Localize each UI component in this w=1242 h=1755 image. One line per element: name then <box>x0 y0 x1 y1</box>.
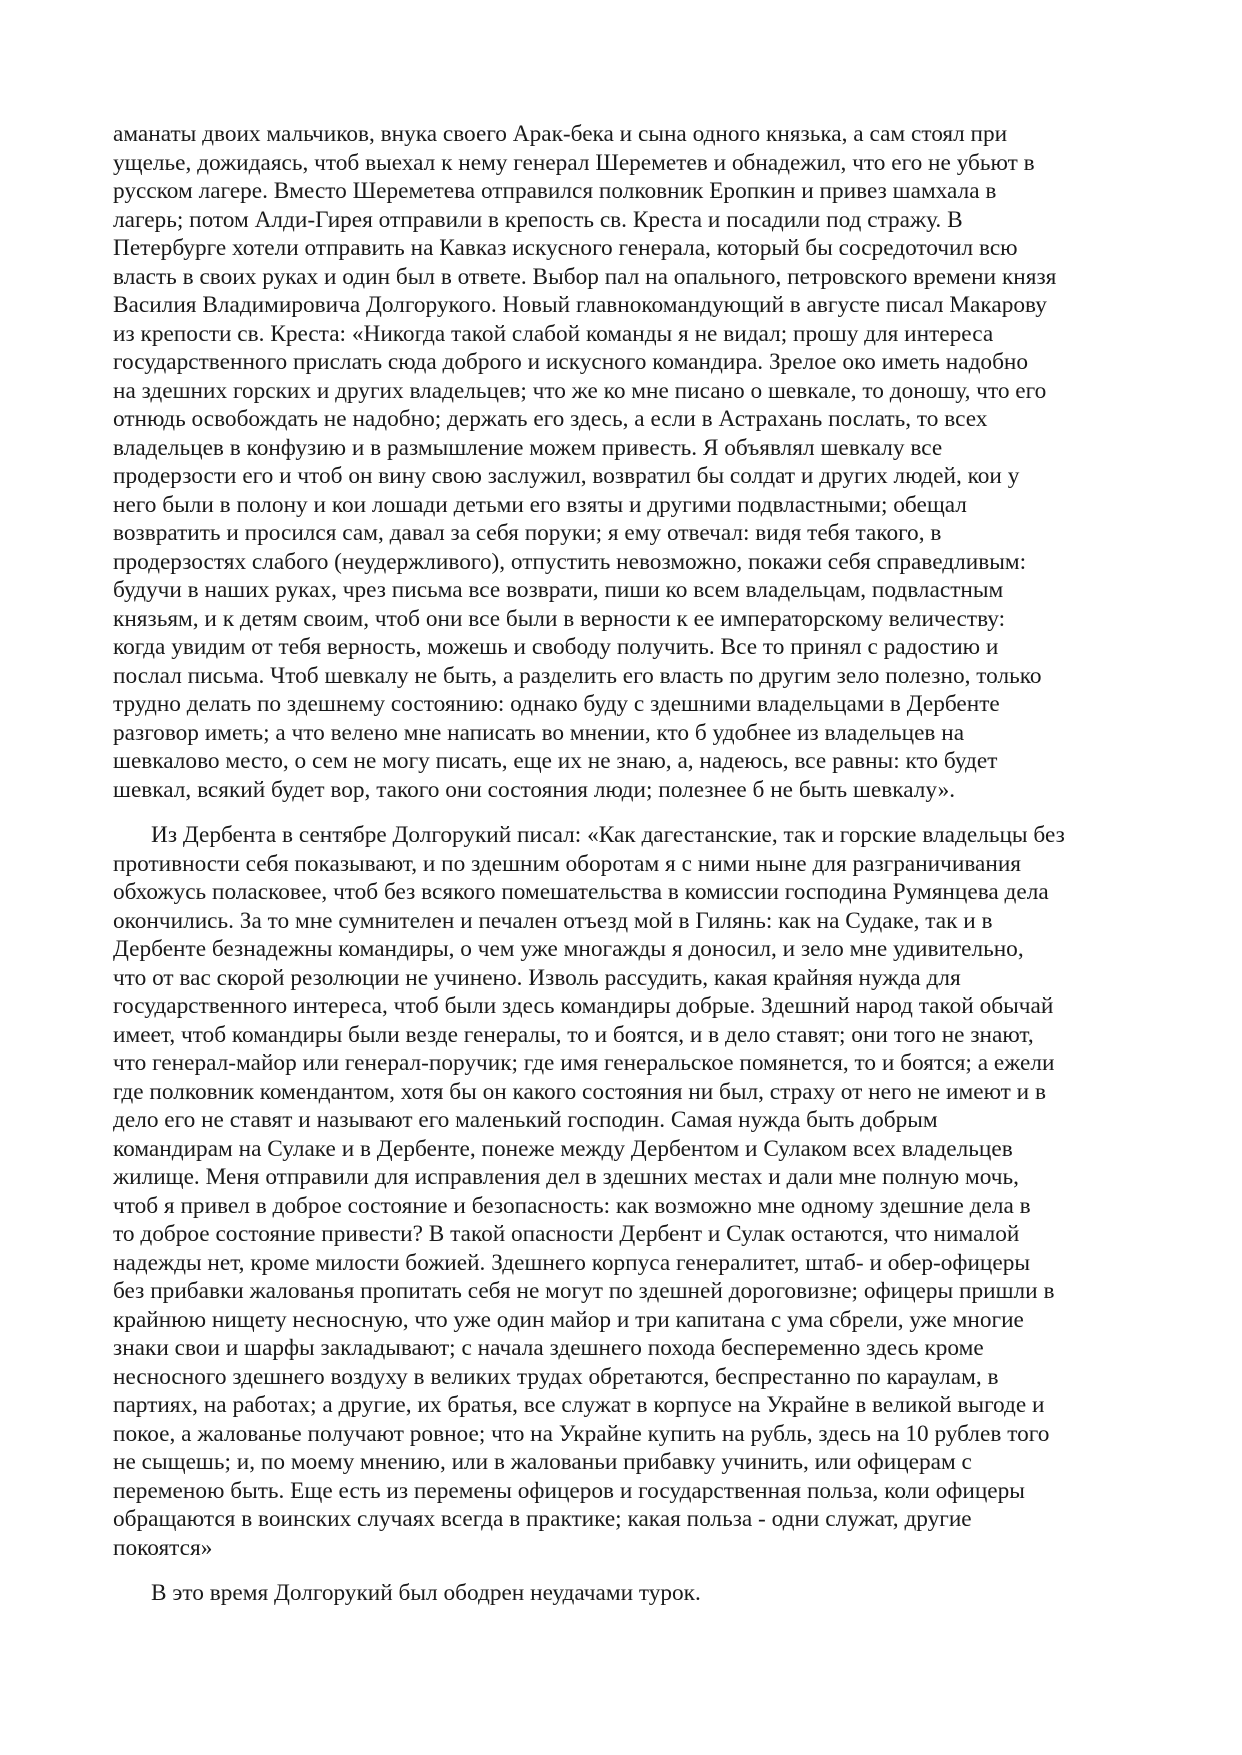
paragraph-continued: аманаты двоих мальчиков, внука своего Арак-бека и сына одного князька, а сам стоял при ущелье, дожидаясь, чтоб выехал к нему генерал Шереметев и обнадежил, что его не убьют в русском лагере. Вместо Шереметева отправился полковник Еропкин и привез шамхала в лагерь; потом Алди-Гирея отправили в крепость св. Креста и посадили под стражу. В Петербурге хотели отправить на Кавказ искусного генерала, который бы сосредоточил всю власть в своих руках и один был в ответе. Выбор пал на опального, петровского времени князя Василия Владимировича Долгорукого. Новый главнокомандующий в августе писал Макарову из крепости св. Креста: «Никогда такой слабой команды я не видал; прошу для интереса государственного прислать сюда доброго и искусного командира. Зрелое око иметь надобно на здешних горских и других владельцев; что же ко мне писано о шевкале, то доношу, что его отнюдь освобождать не надобно; держать его здесь, а если в Астрахань послать, то всех владельцев в конфузию и в размышление можем привесть. Я объявлял шевкалу все продерзости его и чтоб он вину свою заслужил, возвратил бы солдат и других людей, кои у него были в полону и кои лошади детьми его взяты и другими подвластными; обещал возвратить и просился сам, давал за себя поруки; я ему отвечал: видя тебя такого, в продерзостях слабого (неудержливого), отпустить невозможно, покажи себя справедливым: будучи в наших руках, чрез письма все возврати, пиши ко всем владельцам, подвластным князьям, и к детям своим, чтоб они все были в верности к ее императорскому величеству: когда увидим от тебя верность, можешь и свободу получить. Все то принял с радостию и послал письма. Чтоб шевкалу не быть, а разделить его власть по другим зело полезно, только трудно делать по здешнему состоянию: однако буду с здешними владельцами в Дербенте разговор иметь; а что велено мне написать во мнении, кто б удобнее из владельцев на шевкалово место, о сем не могу писать, еще их не знаю, а, надеюсь, все равны: кто будет шевкал, всякий будет вор, такого они состояния люди; полезнее б не быть шевкалу». <box>113 121 1057 803</box>
paragraph-derbent-letter: Из Дербента в сентябре Долгорукий писал: «Как дагестанские, так и горские владельцы без противности себя показывают, и по здешним оборотам я с ними ныне для разграничивания обхожусь поласковее, чтоб без всякого помешательства в комиссии господина Румянцева дела окончились. За то мне сумнителен и печален отъезд мой в Гилянь: как на Судаке, так и в Дербенте безнадежны командиры, о чем уже многажды я доносил, и зело мне удивительно, что от вас скорой резолюции не учинено. Изволь рассудить, какая крайняя нужда для государственного интереса, чтоб были здесь командиры добрые. Здешний народ такой обычай имеет, чтоб командиры были везде генералы, то и боятся, и в дело ставят; они того не знают, что генерал-майор или генерал-поручик; где имя генеральское помянется, то и боятся; а ежели где полковник комендантом, хотя бы он какого состояния ни был, страху от него не имеют и в дело его не ставят и называют его маленький господин. Самая нужда быть добрым командирам на Сулаке и в Дербенте, понеже между Дербентом и Сулаком всех владельцев жилище. Меня отправили для исправления дел в здешних местах и дали мне полную мочь, чтоб я привел в доброе состояние и безопасность: как возможно мне одному здешние дела в то доброе состояние привести? В такой опасности Дербент и Сулак остаются, что нималой надежды нет, кроме милости божией. Здешнего корпуса генералитет, штаб- и обер-офицеры без прибавки жалованья пропитать себя не могут по здешней дороговизне; офицеры пришли в крайнюю нищету несносную, что уже один майор и три капитана с ума сбрели, уже многие знаки свои и шарфы закладывают; с начала здешнего похода беспеременно здесь кроме несносного здешнего воздуху в великих трудах обретаются, беспрестанно по караулам, в партиях, на работах; а другие, их братья, все служат в корпусе на Украйне в великой выгоде и покое, а жалованье получают ровное; что на Украйне купить на рубль, здесь на 10 рублев того не сыщешь; и, по моему мнению, или в жалованьи прибавку учинить, или офицерам с переменою быть. Еще есть из перемены офицеров и государственная польза, коли офицеры обращаются в воинских случаях всегда в практике; какая польза - одни служат, другие покоятся» <box>113 822 1065 1561</box>
body-text <box>113 120 1133 1608</box>
paragraph-closing: В это время Долгорукий был ободрен неудачами турок. <box>151 1580 701 1606</box>
